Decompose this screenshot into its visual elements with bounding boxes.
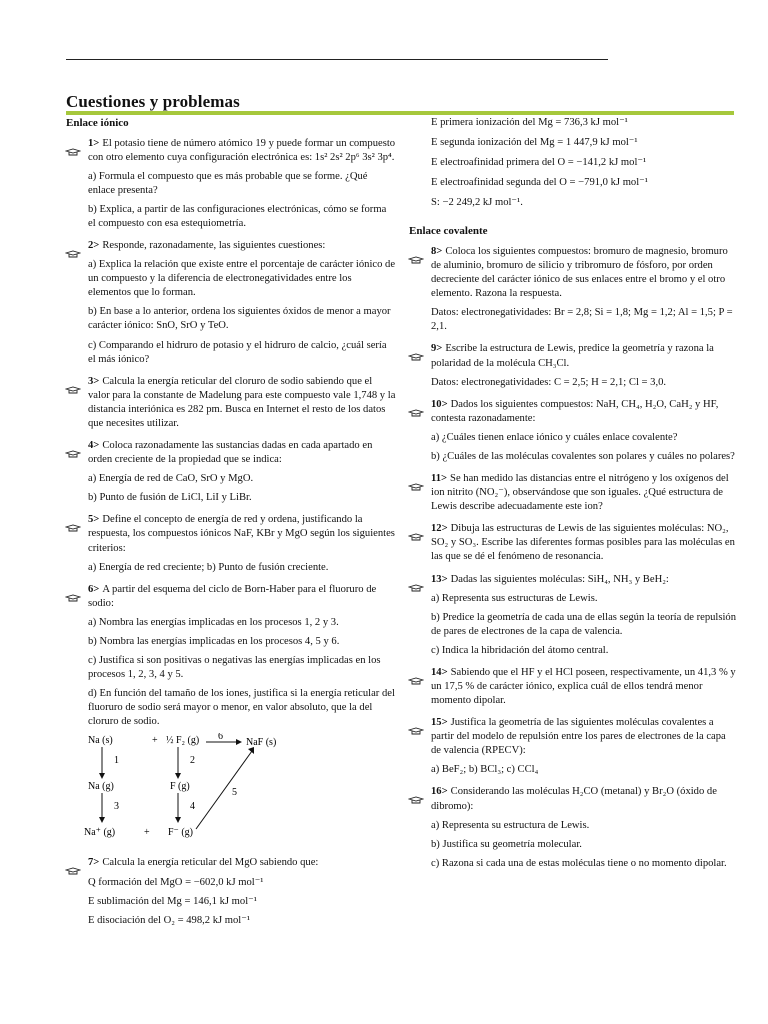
exercise-6: [66, 583, 396, 849]
exercise-item: a) Representa sus estructuras de Lewis.: [431, 592, 598, 604]
bh-arrow3-head: [99, 817, 105, 823]
exercise-number: 4>: [88, 440, 100, 452]
mgo-data-line: E segunda ionización del Mg = 1 447,9 kJ mol⁻¹: [431, 137, 638, 149]
exercise-item: d) En función del tamaño de los iones, justifica si la energía reticular del fluoruro de sodio será mayor o menor, en valor absoluto, que la del cloruro de sodio.: [88, 688, 395, 728]
exercise-number: 14>: [431, 666, 448, 678]
exercise-text: Responde, razonadamente, las siguientes cuestiones:: [102, 240, 326, 252]
exercise-number: 13>: [431, 573, 448, 585]
exercise-item: a) Energía de red de CaO, SrO y MgO.: [88, 473, 254, 485]
web-link-icon: [65, 867, 81, 875]
exercise-text: Justifica la geometría de las siguientes moléculas covalentes a partir del modelo de repulsión entre los pares de electrones de la capa de valencia (RPECV):: [431, 717, 726, 757]
bh-f-minus: F⁻ (g): [168, 827, 193, 839]
subhead-enlace-covalente: Enlace covalente: [409, 225, 488, 238]
mgo-data-list: [409, 116, 738, 210]
bh-arrow1-head: [99, 773, 105, 779]
bh-n3: 3: [114, 801, 119, 813]
bh-f-g: F (g): [170, 781, 190, 793]
web-link-icon: [408, 353, 424, 361]
bh-naf-s: NaF (s): [246, 737, 277, 749]
exercise-text: Dibuja las estructuras de Lewis de las siguientes moléculas: NO₂, SO₂ y SO₃. Escribe las diferentes formas posibles para las moléculas en las que se dé el fenómeno de resonancia.: [431, 523, 735, 563]
left-exercise-list: [66, 137, 396, 928]
exercise-5: [66, 513, 396, 574]
web-link-icon: [65, 594, 81, 602]
bh-arrow5: [196, 751, 252, 829]
exercise-number: 12>: [431, 523, 448, 535]
exercise-10: [409, 398, 738, 464]
exercise-text: Dados los siguientes compuestos: NaH, CH₄, H₂O, CaH₂ y HF, contesta razonadamente:: [431, 398, 719, 424]
exercise-item: c) Comparando el hidruro de potasio y el hidruro de calcio, ¿cuál sería el más iónico?: [88, 339, 387, 365]
exercise-text: Define el concepto de energía de red y ordena, justificando la respuesta, los compuestos iónicos NaF, KBr y MgO según los siguientes criterios:: [88, 514, 395, 554]
exercise-text: Dadas las siguientes moléculas: SiH₄, NH₃ y BeH₂:: [450, 573, 669, 585]
mgo-data-line: E electroafinidad primera del O = −141,2 kJ mol⁻¹: [431, 157, 647, 169]
web-link-icon: [65, 386, 81, 394]
exercise-2: [66, 239, 396, 367]
exercise-item: b) Punto de fusión de LiCl, LiI y LiBr.: [88, 492, 252, 504]
header-rule: [66, 59, 608, 60]
web-link-icon: [65, 450, 81, 458]
exercise-item: a) ¿Cuáles tienen enlace iónico y cuáles enlace covalente?: [431, 431, 678, 443]
exercise-13: [409, 573, 738, 658]
exercise-item: a) Explica la relación que existe entre el porcentaje de carácter iónico de un compuesto y la diferencia de electronegatividades entre los elementos que lo forman.: [88, 259, 396, 299]
exercise-number: 6>: [88, 583, 100, 595]
web-link-icon: [65, 250, 81, 258]
subhead-enlace-ionico: Enlace iónico: [66, 117, 129, 129]
right-column: [409, 116, 738, 879]
web-link-icon: [408, 584, 424, 592]
exercise-number: 3>: [88, 375, 100, 387]
exercise-item: b) Justifica su geometría molecular.: [431, 838, 582, 850]
exercise-item: a) Formula el compuesto que es más probable que se forme. ¿Qué enlace presenta?: [88, 170, 368, 196]
exercise-number: 1>: [88, 137, 100, 149]
exercise-14: [409, 666, 738, 708]
exercise-number: 10>: [431, 398, 448, 410]
bh-arrow6-head: [236, 739, 242, 745]
web-link-icon: [408, 727, 424, 735]
exercise-number: 11>: [431, 473, 448, 485]
exercise-7: [66, 856, 396, 927]
exercise-item: b) Explica, a partir de las configuraciones electrónicas, cómo se forma el compuesto con esa estequiometría.: [88, 203, 387, 230]
exercise-number: 16>: [431, 786, 448, 798]
web-link-icon: [408, 483, 424, 491]
exercise-number: 5>: [88, 514, 100, 526]
bh-n5: 5: [232, 787, 237, 799]
section-accent-bar: [66, 111, 734, 115]
exercise-8: [409, 245, 738, 334]
web-link-icon: [65, 524, 81, 532]
bh-na-plus: Na⁺ (g): [84, 827, 116, 839]
exercise-text: Escribe la estructura de Lewis, predice la geometría y razona la polaridad de la molécula CH₃Cl.: [431, 343, 714, 369]
exercise-item: c) Justifica si son positivas o negativas las energías implicadas en los procesos 1, 2, 3, 4 y 5.: [88, 654, 381, 681]
exercise-number: 2>: [88, 240, 100, 252]
exercise-16: [409, 785, 738, 870]
exercise-item: b) En base a lo anterior, ordena los siguientes óxidos de menor a mayor carácter iónico: SnO, SrO y TeO.: [88, 306, 391, 332]
exercise-text: Se han medido las distancias entre el nitrógeno y los oxígenos del ion nitrito (NO₂⁻), observándose que son iguales. ¿Qué estructura de Lewis describe adecuadamente este ion?: [431, 473, 729, 513]
bh-n2: 2: [190, 755, 195, 767]
web-link-icon: [408, 796, 424, 804]
exercise-12: [409, 522, 738, 564]
exercise-text: Considerando las moléculas H₂CO (metanal) y Br₂O (óxido de dibromo):: [431, 786, 717, 812]
bh-plus2: +: [144, 827, 150, 839]
exercise-4: [66, 439, 396, 505]
web-link-icon: [408, 677, 424, 685]
born-haber-diagram: [66, 733, 326, 841]
bh-na-s: Na (s): [88, 735, 113, 747]
exercise-item: c) Razona si cada una de estas moléculas tiene o no momento dipolar.: [431, 857, 727, 869]
bh-plus1: +: [152, 735, 158, 747]
mgo-data-line: E primera ionización del Mg = 736,3 kJ mol⁻¹: [431, 117, 628, 128]
bh-arrow6-label: 6: [218, 733, 223, 743]
bh-n1: 1: [114, 755, 119, 767]
exercise-number: 9>: [431, 343, 443, 355]
right-exercise-list: [409, 245, 738, 871]
exercise-9: [409, 342, 738, 389]
left-column: [66, 116, 396, 936]
exercise-item: Datos: electronegatividades: C = 2,5; H = 2,1; Cl = 3,0.: [431, 376, 667, 388]
exercise-text: A partir del esquema del ciclo de Born-Haber para el fluoruro de sodio:: [88, 583, 377, 609]
exercise-text: Calcula la energía reticular del cloruro de sodio sabiendo que el valor para la constante de Madelung para este compuesto vale 1,748 y la distancia interiónica es 282 pm. Busca en Internet el resto de los datos que necesites utilizar.: [88, 375, 396, 429]
bh-half-f2: ½ F₂ (g): [166, 735, 200, 747]
exercise-text: Coloca los siguientes compuestos: bromuro de magnesio, bromuro de aluminio, bromuro de silicio y tribromuro de fósforo, por orden decreciente del carácter iónico de sus enlaces entre el bromo y el otro elemento. Razona la respuesta.: [431, 246, 728, 300]
bh-arrow2-head: [175, 773, 181, 779]
exercise-item: a) BeF₂; b) BCl₃; c) CCl₄: [431, 764, 539, 776]
exercise-item: Q formación del MgO = −602,0 kJ mol⁻¹: [88, 876, 264, 888]
exercise-text: Calcula la energía reticular del MgO sabiendo que:: [102, 857, 319, 869]
web-link-icon: [408, 256, 424, 264]
exercise-item: b) Predice la geometría de cada una de ellas según la teoría de repulsión de pares de electrones de la capa de valencia.: [431, 611, 737, 637]
exercise-item: E sublimación del Mg = 146,1 kJ mol⁻¹: [88, 895, 257, 907]
web-link-icon: [65, 148, 81, 156]
exercise-1: [66, 137, 396, 231]
exercise-number: 8>: [431, 246, 443, 258]
exercise-item: a) Nombra las energías implicadas en los procesos 1, 2 y 3.: [88, 616, 339, 628]
section-title: Cuestiones y problemas: [66, 92, 240, 111]
exercise-text: compuesto con otro elemento cuya configuración electrónica: [88, 137, 396, 163]
exercise-number: 15>: [431, 717, 448, 729]
bh-n4: 4: [190, 801, 195, 813]
web-link-icon: [408, 409, 424, 417]
exercise-3: [66, 375, 396, 431]
exercise-item: Datos: electronegatividades: Br = 2,8; Si = 1,8; Mg = 1,2; Al = 1,5; P = 2,1.: [431, 307, 733, 333]
exercise-item: b) ¿Cuáles de las moléculas covalentes son polares y cuáles no polares?: [431, 450, 735, 462]
mgo-data-line: E electroafinidad segunda del O = −791,0 kJ mol⁻¹: [431, 177, 648, 189]
exercise-15: [409, 716, 738, 777]
exercise-item: c) Indica la hibridación del átomo central.: [431, 644, 609, 656]
bh-arrow4-head: [175, 817, 181, 823]
exercise-text: es: 1s² 2s² 2p⁶ 3s² 3p⁴.: [300, 151, 395, 163]
exercise-item: a) Energía de red creciente; b) Punto de fusión creciente.: [88, 561, 329, 573]
exercise-item: a) Representa su estructura de Lewis.: [431, 819, 590, 831]
exercise-number: 7>: [88, 857, 100, 869]
exercise-text: Sabiendo que el HF y el HCl poseen, respectivamente, un 41,3 % y un 17,5 % de carácter iónico, explica cuál de ellos tendrá menor momento dipolar.: [431, 666, 736, 707]
exercise-item: E disociación del O₂ = 498,2 kJ mol⁻¹: [88, 914, 251, 926]
exercise-11: [409, 472, 738, 514]
exercise-text: El potasio tiene de número atómico 19 y puede formar un: [102, 137, 347, 149]
exercise-text: Coloca razonadamente las sustancias dadas en cada apartado en orden creciente de la propiedad que se indica:: [88, 440, 373, 466]
bh-na-g: Na (g): [88, 781, 114, 793]
web-link-icon: [408, 533, 424, 541]
mgo-data-line: S: −2 249,2 kJ mol⁻¹.: [431, 197, 523, 209]
exercise-item: b) Nombra las energías implicadas en los procesos 4, 5 y 6.: [88, 635, 340, 647]
